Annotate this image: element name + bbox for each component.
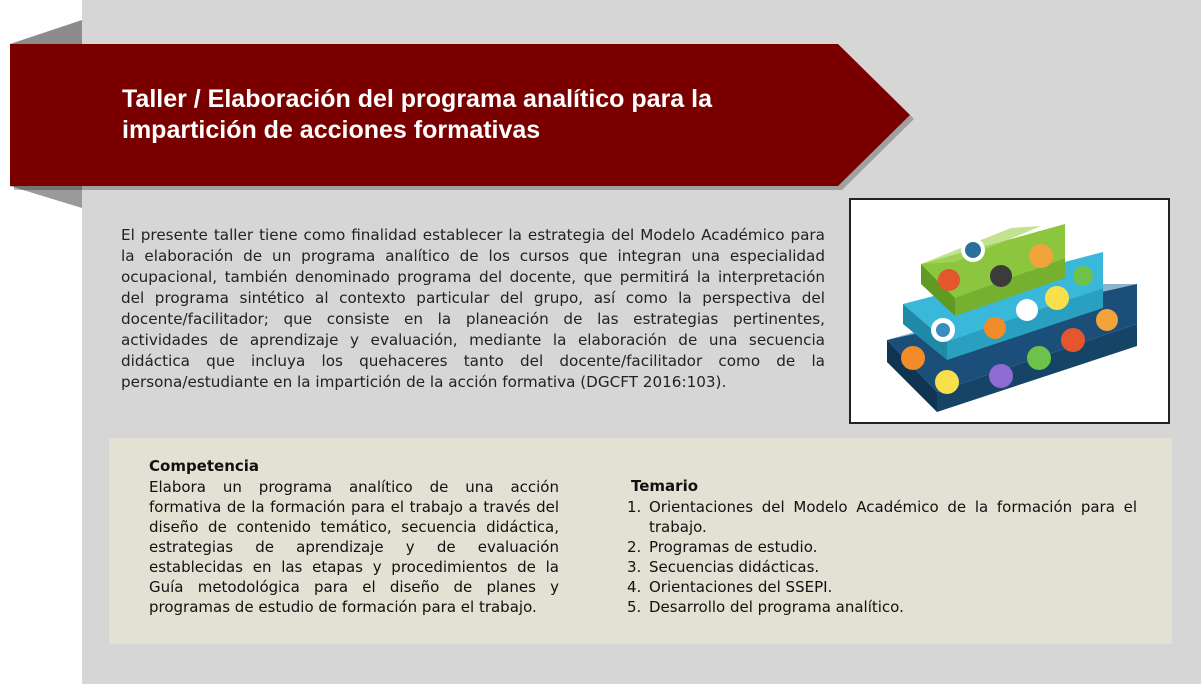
pyramid-icon <box>851 200 1168 422</box>
temario-list <box>627 497 1137 617</box>
banner-fold-top <box>10 20 82 44</box>
competencia-text: Elabora un programa analítico de una acción formativa de la formación para el trabajo a través del diseño de contenido temático, secuencia didáctica, estrategias de aprendizaje y de evaluación establecidas en las etapas y procedimientos de la Guía metodológica para el diseño de planes y programas de estudio de formación para el trabajo. <box>149 478 559 616</box>
list-item: 4. Orientaciones del SSEPI. <box>627 578 833 596</box>
pyramid-illustration <box>849 198 1170 424</box>
page-title: Taller / Elaboración del programa analítico para la impartición de acciones formativas <box>122 85 713 144</box>
list-item: 1. Orientaciones del Modelo Académico de la formación para el trabajo. <box>627 498 1137 536</box>
competencia-title: Competencia <box>149 457 260 475</box>
list-item: 3. Secuencias didácticas. <box>627 558 820 576</box>
intro-paragraph: El presente taller tiene como finalidad establecer la estrategia del Modelo Académico para la elaboración de un programa analítico de los cursos que integran una especialidad ocupacional, también denominado programa del docente, que permitirá la interpretación del programa sintético al contexto particular del grupo, así como la perspectiva del docente/facilitador; que consiste en la planeación de las estrategias pertinentes, actividades de aprendizaje y evaluación, mediante la elaboración de una secuencia didáctica que incluya los quehaceres tanto del docente/facilitador como de la persona/estudiante en la impartición de la acción formativa (DGCFT 2016:103). <box>121 226 825 391</box>
temario-title: Temario <box>631 477 699 495</box>
list-item: 5. Desarrollo del programa analítico. <box>627 598 904 616</box>
list-item: 2. Programas de estudio. <box>627 538 818 556</box>
